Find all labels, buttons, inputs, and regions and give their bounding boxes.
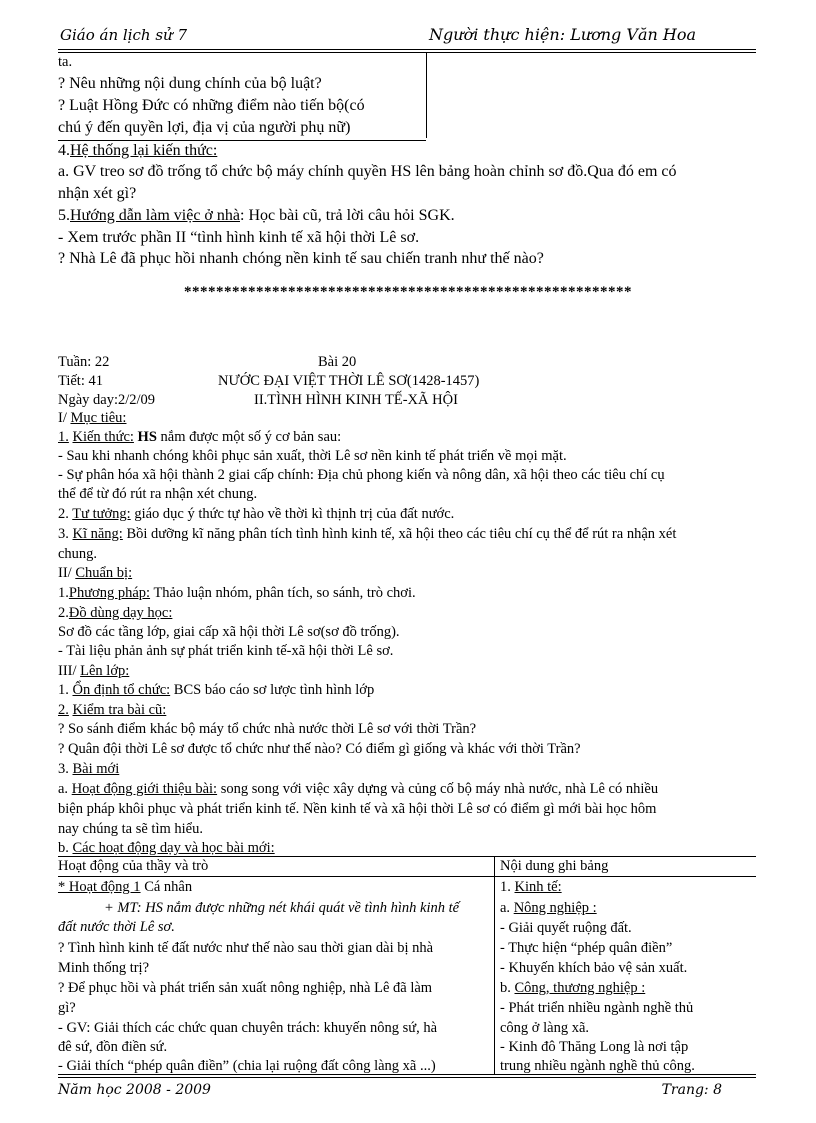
lesson-subtitle: II.TÌNH HÌNH KINH TẾ-XÃ HỘI — [254, 392, 458, 408]
table-text-line: - Giải thích “phép quân điền” (chia lại ruộng đất công làng xã ...) — [58, 1058, 436, 1074]
text-line: nay chúng ta sẽ tìm hiểu. — [58, 821, 203, 837]
table-text-line: ? Để phục hồi và phát triển sản xuất nông nghiệp, nhà Lê đã làm — [58, 980, 433, 996]
materials-heading: 2.Đồ dùng dạy học: — [58, 605, 173, 621]
table-text-line: - GV: Giải thích các chức quan chuyên trách: khuyến nông sứ, hà — [58, 1020, 438, 1036]
objective-line: + MT: HS nắm được những nét khái quát về tình hình kinh tế — [104, 900, 460, 916]
table-text-line: - Giải quyết ruộng đất. — [500, 920, 632, 936]
text-line: ? Luật Hồng Đức có những điểm nào tiến bộ(có — [58, 97, 365, 114]
header-author: Người thực hiện: Lương Văn Hoa — [429, 25, 696, 44]
table-text-line: ? Tình hình kinh tế đất nước như thế nào sau thời gian dài bị nhà — [58, 940, 434, 956]
activity-heading: * Hoạt động 1 Cá nhân — [58, 879, 193, 895]
stabilize-line: 1. Ổn định tổ chức: BCS báo cáo sơ lược tình hình lớp — [58, 682, 375, 698]
footer-rule — [58, 1074, 756, 1078]
intro-line: a. Hoạt động giới thiệu bài: song song với việc xây dựng và củng cố bộ máy nhà nước, nhà Lê có nhiều — [58, 781, 659, 797]
text-line: ? Nhà Lê đã phục hồi nhanh chóng nền kinh tế sau chiến tranh như thế nào? — [58, 250, 544, 267]
table-text-line: công ở làng xã. — [500, 1020, 590, 1036]
table-text-line: - Thực hiện “phép quân điền” — [500, 940, 673, 956]
table-text-line: - Kinh đô Thăng Long là nơi tập — [500, 1039, 689, 1055]
text-line: chung. — [58, 546, 98, 562]
text-line: biện pháp khôi phục và phát triển kinh tế. Nền kinh tế và xã hội thời Lê sơ có điểm gì mới bài học hôm — [58, 801, 657, 817]
preparation-heading: II/ Chuẩn bị: — [58, 565, 133, 581]
text-line: ? Quân đội thời Lê sơ được tổ chức như thế nào? Có điểm gì giống và khác với thời Trần? — [58, 741, 581, 757]
skill-line: 3. Kĩ năng: Bồi dưỡng kĩ năng phân tích tình hình kinh tế, xã hội theo các tiêu chí cụ thể để rút ra nhận xét — [58, 526, 677, 542]
text-line: ta. — [58, 54, 73, 70]
attitude-line: 2. Tư tưởng: giáo dục ý thức tự hào về thời kì thịnh trị của đất nước. — [58, 506, 455, 522]
text-line: - Tài liệu phản ảnh sự phát triển kinh tế-xã hội thời Lê sơ. — [58, 643, 394, 659]
knowledge-line: 1. Kiến thức: HS nắm được một số ý cơ bản sau: — [58, 429, 342, 445]
review-heading: 4.Hệ thống lại kiến thức: — [58, 142, 218, 159]
check-heading: 2. Kiểm tra bài cũ: — [58, 702, 167, 718]
lesson-number: Bài 20 — [318, 354, 357, 370]
footer-school-year: Năm học 2008 - 2009 — [58, 1082, 211, 1098]
date-label: Ngày day:2/2/09 — [58, 392, 156, 408]
text-line: - Xem trước phần II “tình hình kinh tế xã hội thời Lê sơ. — [58, 229, 420, 246]
page-header — [58, 24, 756, 50]
text-line: ? Nêu những nội dung chính của bộ luật? — [58, 75, 322, 92]
header-subject: Giáo án lịch sử 7 — [60, 26, 187, 44]
table-text-line: đê sứ, đồn điền sứ. — [58, 1039, 168, 1055]
text-line: - Sau khi nhanh chóng khôi phục sản xuất, thời Lê sơ nền kinh tế phát triển về mọi mặt. — [58, 448, 567, 464]
agriculture-heading: a. Nông nghiệp : — [500, 900, 597, 916]
period-label: Tiết: 41 — [58, 373, 103, 389]
trade-heading: b. Công, thương nghiệp : — [500, 980, 646, 996]
text-line: thể để từ đó rút ra nhận xét chung. — [58, 486, 258, 502]
text-line: a. GV treo sơ đồ trống tổ chức bộ máy chính quyền HS lên bảng hoàn chỉnh sơ đồ.Qua đó em có — [58, 163, 677, 180]
table-text-line: - Phát triển nhiều ngành nghề thủ — [500, 1000, 694, 1016]
table-column-divider — [494, 856, 495, 1074]
text-line: ? So sánh điểm khác bộ máy tổ chức nhà nước thời Lê sơ với thời Trần? — [58, 721, 477, 737]
text-line: nhận xét gì? — [58, 185, 137, 202]
table-text-line: gì? — [58, 1000, 76, 1016]
lesson-title: NƯỚC ĐẠI VIỆT THỜI LÊ SƠ(1428-1457) — [218, 373, 480, 389]
column-divider — [426, 52, 427, 138]
new-lesson-heading: 3. Bài mới — [58, 761, 120, 777]
table-header-right: Nội dung ghi bảng — [500, 858, 609, 874]
separator-stars: ******************************************************** — [184, 284, 632, 300]
method-line: 1.Phương pháp: Thảo luận nhóm, phân tích, so sánh, trò chơi. — [58, 585, 416, 601]
economy-heading: 1. Kinh tế: — [500, 879, 562, 895]
table-text-line: - Khuyến khích bảo vệ sản xuất. — [500, 960, 688, 976]
page-footer — [58, 1082, 756, 1098]
text-line: - Sự phân hóa xã hội thành 2 giai cấp chính: Địa chủ phong kiến và nông dân, xã hội theo các tiêu chí cụ — [58, 467, 665, 483]
homework-heading: 5.Hướng dẫn làm việc ở nhà: Học bài cũ, trả lời câu hỏi SGK. — [58, 207, 455, 224]
objectives-heading: I/ Mục tiêu: — [58, 410, 127, 426]
table-header-left: Hoạt động của thầy và trò — [58, 858, 209, 874]
text-line: chú ý đến quyền lợi, địa vị của người phụ nữ) — [58, 119, 351, 136]
header-rule — [58, 49, 756, 53]
table-text-line: Minh thống trị? — [58, 960, 150, 976]
activities-heading: b. Các hoạt động dạy và học bài mới: — [58, 840, 275, 856]
objective-line: đất nước thời Lê sơ. — [58, 919, 175, 935]
week-label: Tuần: 22 — [58, 354, 110, 370]
table-text-line: trung nhiều ngành nghề thủ công. — [500, 1058, 695, 1074]
procedure-heading: III/ Lên lớp: — [58, 663, 130, 679]
footer-page-number: Trang: 8 — [661, 1082, 722, 1098]
text-line: Sơ đồ các tầng lớp, giai cấp xã hội thời Lê sơ(sơ đồ trống). — [58, 624, 400, 640]
